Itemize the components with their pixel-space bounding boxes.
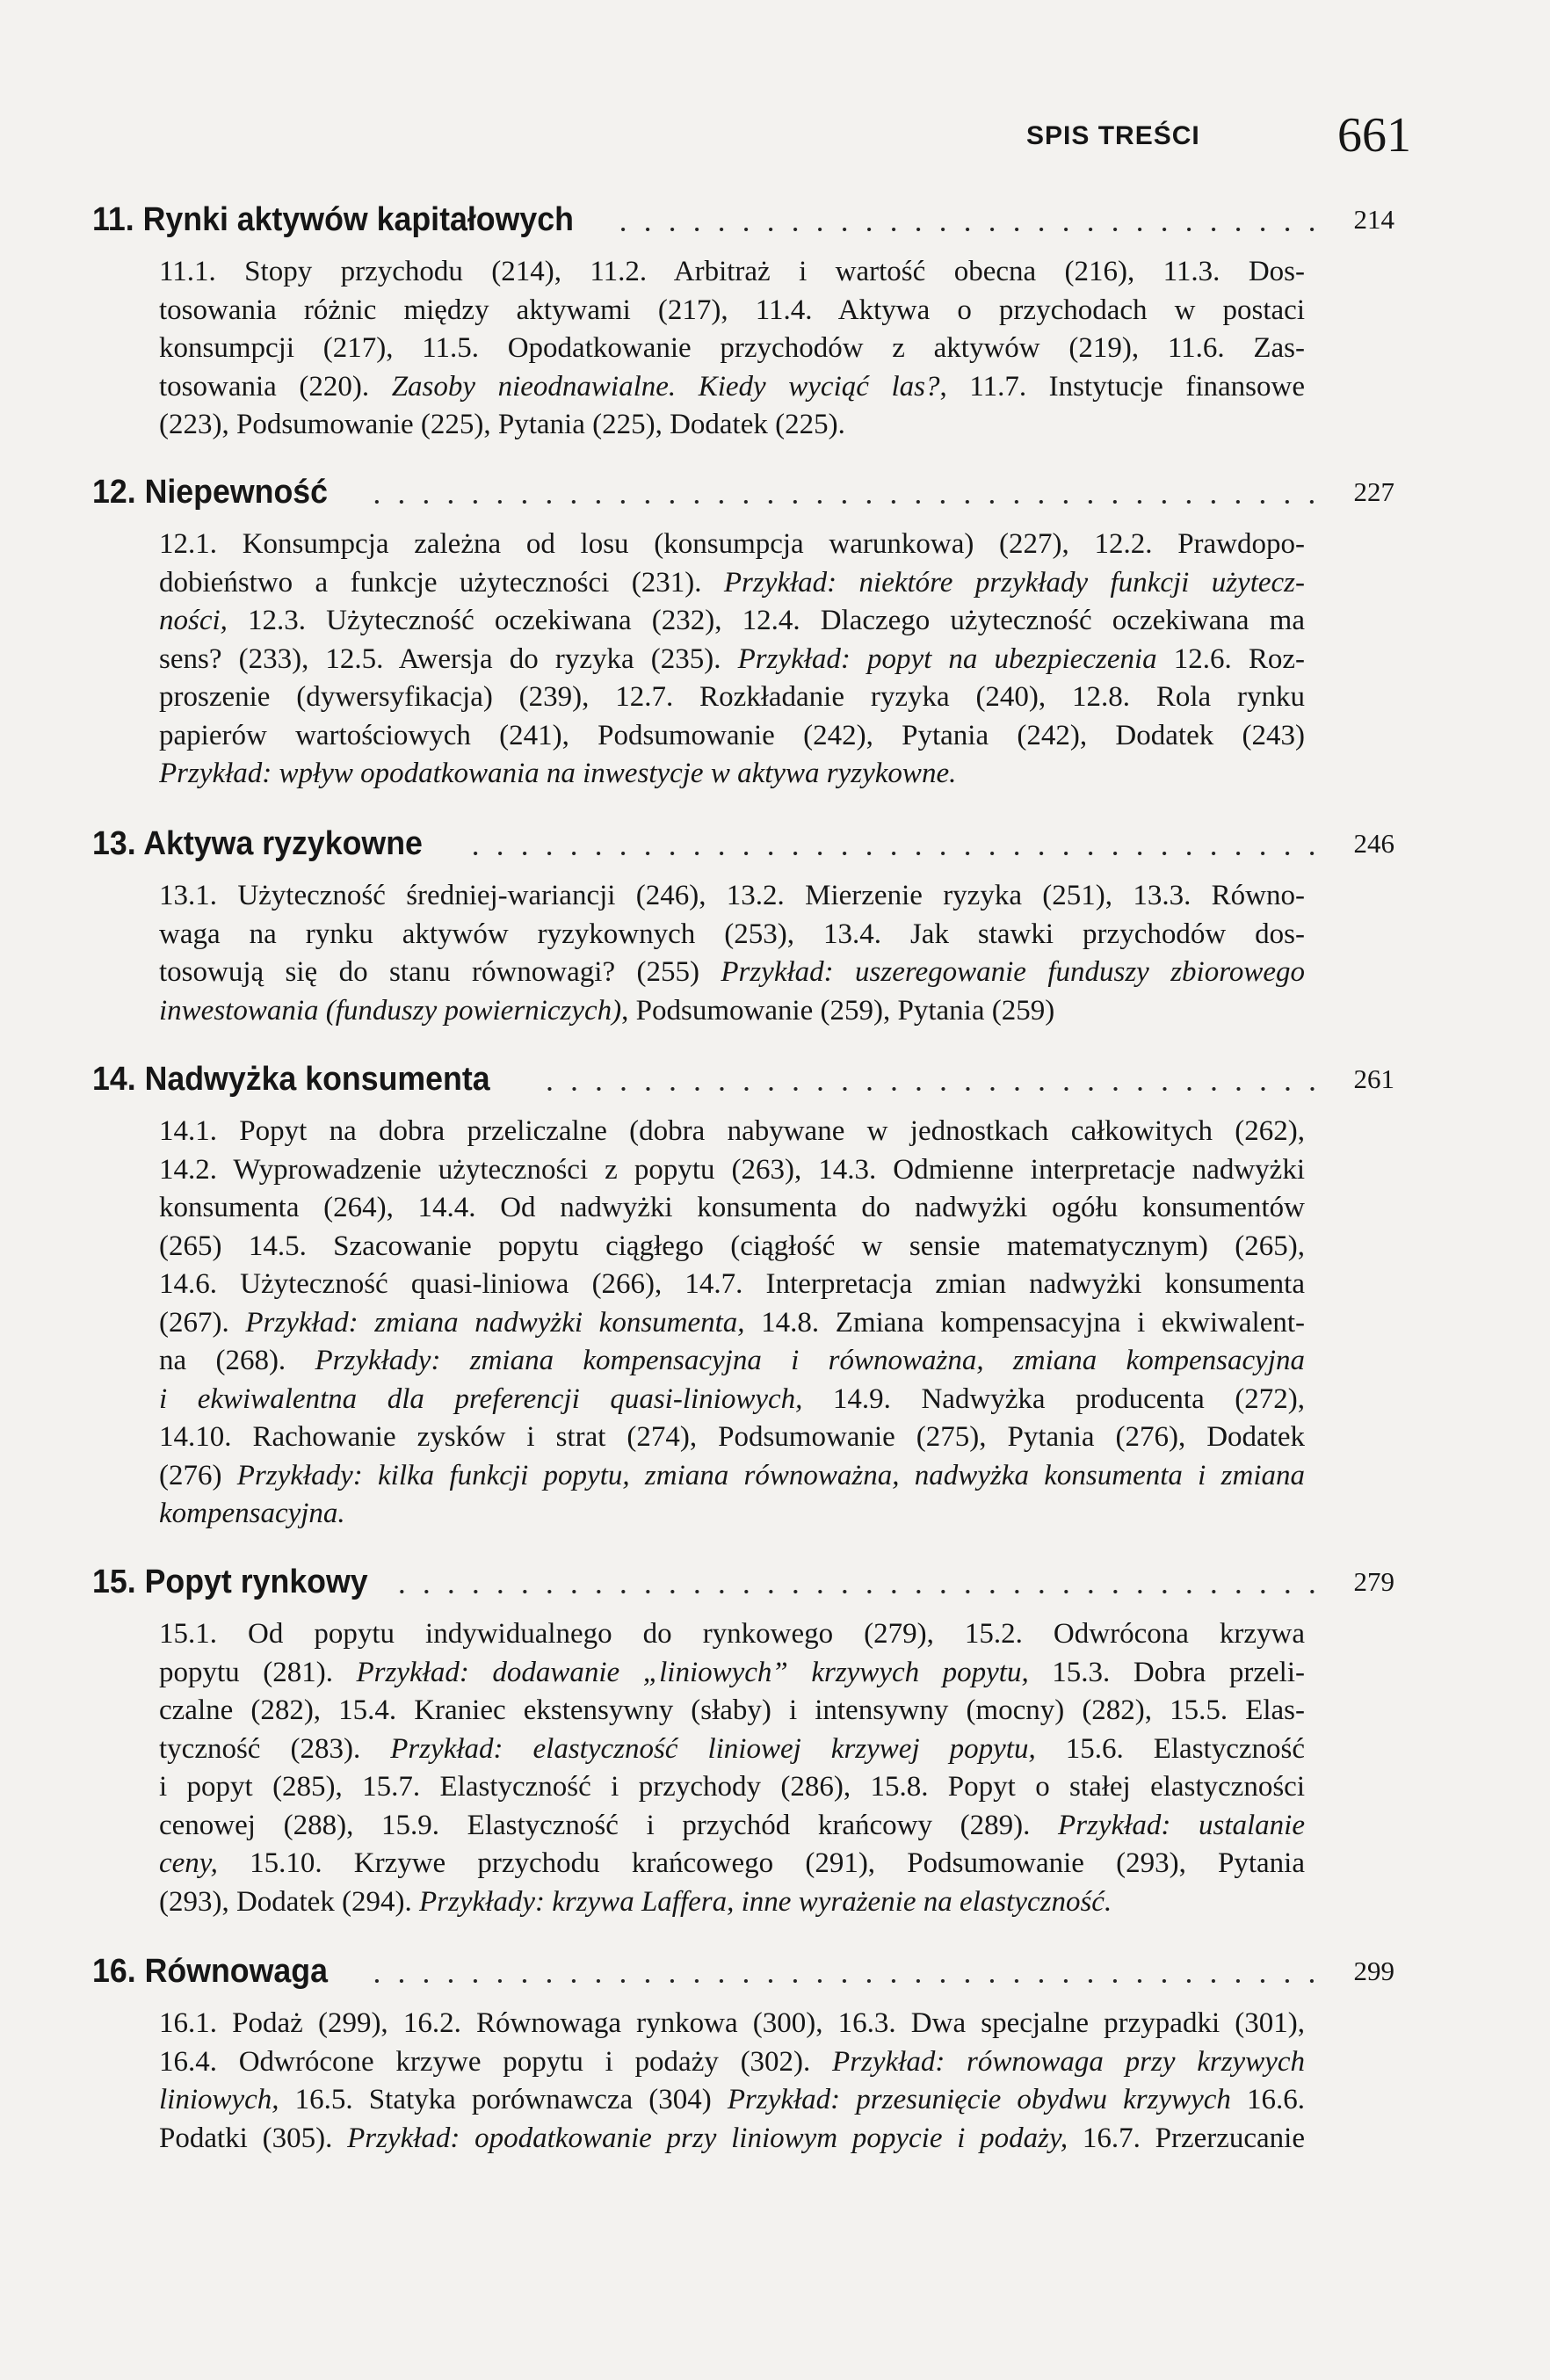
subsection-text: dobieństwo a funkcje użyteczności (231). [159,566,724,599]
chapter-page: 299 [1353,1956,1394,1986]
subsection-text: (223), Podsumowanie (225), Pytania (225), Dodatek (225). [159,409,845,440]
example-text: Przykład: ustalanie [1058,1809,1305,1841]
example-text: kompensacyjna. [159,1498,345,1529]
text-line [159,1768,1305,1807]
chapter-heading [92,1949,1394,1993]
chapter-page: 214 [1353,204,1394,235]
chapter-title: 14. Nadwyżka konsumenta [92,1060,490,1098]
subsection-text: 15.6. Elastyczność [1035,1732,1305,1765]
dot-leader [528,1085,1324,1092]
example-text: ności, [159,605,228,636]
example-text: inwestowania (funduszy powierniczych) [159,994,622,1027]
chapter-page: 279 [1353,1566,1394,1597]
chapter-subsections [159,1113,1305,1534]
subsection-text: 16.1. Podaż (299), 16.2. Równowaga rynkowa (300), 16.3. Dwa specjalne przypadki (301), [159,2007,1305,2039]
subsection-text: tosowania różnic między aktywami (217), 11.4. Aktywa o przychodach w postaci [159,294,1305,326]
text-line [159,526,1305,564]
subsection-text: czalne (282), 15.4. Kraniec ekstensywny (słaby) i intensywny (mocny) (282), 15.5. Elas- [159,1694,1305,1726]
subsection-text: 13.1. Użyteczność średniej-wariancji (246), 13.2. Mierzenie ryzyka (251), 13.3. Równo- [159,880,1305,911]
dot-leader [355,498,1324,505]
subsection-text: , Podsumowanie (259), Pytania (259) [621,994,1055,1027]
subsection-text: 14.8. Zmiana kompensacyjna i ekwiwalent- [744,1306,1305,1339]
subsection-text: 15.10. Krzywe przychodu krańcowego (291), Podsumowanie (293), Pytania [217,1847,1305,1879]
example-text: Przykład: równowaga przy krzywych [832,2045,1305,2078]
example-text: liniowych, [159,2084,279,2115]
subsection-text: 16.6. [1230,2084,1305,2115]
subsection-text: cenowej (288), 15.9. Elastyczność i przychód krańcowy (289). [159,1809,1059,1841]
subsection-text: (276) [159,1459,237,1491]
subsection-text: i popyt (285), 15.7. Elastyczność i przychody (286), 15.8. Popyt o stałej elastyczności [159,1771,1305,1803]
text-line [159,717,1305,756]
chapter-title: 16. Równowaga [92,1952,328,1990]
example-text: Przykład: przesunięcie obydwu krzywych [727,2084,1231,2115]
text-line [159,1381,1305,1419]
chapter-title: 11. Rynki aktywów kapitałowych [92,200,574,238]
subsection-text: konsumenta (264), 14.4. Od nadwyżki konsumenta do nadwyżki ogółu konsumentów [159,1192,1305,1223]
dot-leader [355,1977,1324,1985]
text-line [159,1457,1305,1496]
dot-leader [456,850,1324,857]
chapter-page: 227 [1353,476,1394,507]
example-text: ceny, [159,1847,218,1879]
example-text: Przykład: niektóre przykłady funkcji użytecz- [723,566,1305,599]
chapter-subsections [159,2005,1305,2158]
text-line [159,1615,1305,1654]
text-line [159,1731,1305,1769]
chapter-title: 13. Aktywa ryzykowne [92,824,423,862]
chapter-page: 261 [1353,1063,1394,1094]
subsection-text: 14.6. Użyteczność quasi-liniowa (266), 14.7. Interpretacja zmian nadwyżki konsumenta [159,1268,1305,1300]
text-line [159,2043,1305,2082]
text-line [159,992,1305,1031]
chapter-heading [92,1057,1394,1101]
text-line [159,1228,1305,1266]
example-text: i ekwiwalentna dla preferencji quasi-liniowych, [159,1382,803,1415]
text-line [159,954,1305,992]
subsection-text: 16.7. Przerzucanie [1068,2122,1305,2154]
subsection-text: tyczność (283). [159,1732,391,1765]
text-line [159,755,1305,794]
example-text: Przykład: popyt na ubezpieczenia [737,642,1157,675]
subsection-text: (293), Dodatek (294). [159,1885,420,1918]
text-line [159,1419,1305,1457]
text-line [159,1807,1305,1846]
chapter-heading [92,1560,1394,1604]
text-line [159,330,1305,368]
subsection-text: 15.1. Od popytu indywidualnego do rynkowego (279), 15.2. Odwrócona krzywa [159,1618,1305,1650]
text-line [159,1189,1305,1228]
subsection-text: tosowania (220). [159,370,392,403]
text-line [159,2081,1305,2120]
subsection-text: 11.1. Stopy przychodu (214), 11.2. Arbitraż i wartość obecna (216), 11.3. Dos- [159,256,1305,287]
toc-chapter [0,470,1550,794]
text-line [159,1266,1305,1304]
subsection-text: papierów wartościowych (241), Podsumowanie (242), Pytania (242), Dodatek (243) [159,719,1305,751]
subsection-text: (265) 14.5. Szacowanie popytu ciągłego (ciągłość w sensie matematycznym) (265), [159,1230,1305,1262]
toc-chapter [0,822,1550,1030]
text-line [159,406,1305,445]
chapter-page: 246 [1353,828,1394,859]
toc-chapter [0,1560,1550,1921]
text-line [159,678,1305,717]
text-line [159,1151,1305,1190]
text-line [159,2120,1305,2159]
chapter-title: 15. Popyt rynkowy [92,1563,368,1600]
example-text: Przykłady: kilka funkcji popytu, zmiana równoważna, nadwyżka konsumenta i zmiana [236,1459,1305,1491]
toc-chapter [0,1057,1550,1534]
text-line [159,368,1305,407]
subsection-text: 14.2. Wyprowadzenie użyteczności z popytu (263), 14.3. Odmienne interpretacje nadwyżki [159,1153,1305,1186]
subsection-text: konsumpcji (217), 11.5. Opodatkowanie przychodów z aktywów (219), 11.6. Zas- [159,332,1305,364]
subsection-text: waga na rynku aktywów ryzykownych (253), 13.4. Jak stawki przychodów dos- [159,918,1305,950]
text-line [159,1304,1305,1343]
toc-chapter [0,1949,1550,2158]
text-line [159,1495,1305,1534]
dot-leader [398,1588,1324,1595]
subsection-text: popytu (281). [159,1656,357,1688]
subsection-text: 12.1. Konsumpcja zależna od losu (konsumpcja warunkowa) (227), 12.2. Prawdopo- [159,528,1305,560]
subsection-text: 16.4. Odwrócone krzywe popytu i podaży (302). [159,2045,833,2078]
text-line [159,1342,1305,1381]
text-line [159,916,1305,954]
subsection-text: sens? (233), 12.5. Awersja do ryzyka (235). [159,642,738,675]
chapter-heading [92,198,1394,242]
subsection-text: Podatki (305). [159,2122,348,2154]
subsection-text: proszenie (dywersyfikacja) (239), 12.7. Rozkładanie ryzyka (240), 12.8. Rola rynku [159,681,1305,713]
text-line [159,1113,1305,1151]
example-text: Przykład: wpływ opodatkowania na inwestycje w aktywa ryzykowne. [159,758,957,789]
example-text: Przykład: uszeregowanie funduszy zbiorowego [721,956,1305,988]
text-line [159,253,1305,292]
chapter-heading [92,470,1394,514]
example-text: Przykład: elastyczność liniowej krzywej popytu, [390,1732,1036,1765]
example-text: Przykład: opodatkowanie przy liniowym popycie i podaży, [347,2122,1068,2154]
text-line [159,2005,1305,2043]
subsection-text: (267). [159,1306,246,1339]
example-text: Przykłady: krzywa Laffera, inne wyrażenie na elastyczność. [419,1885,1112,1918]
text-line [159,1654,1305,1693]
subsection-text: 15.3. Dobra przeli- [1028,1656,1305,1688]
text-line [159,1883,1305,1922]
text-line [159,641,1305,679]
subsection-text: 14.9. Nadwyżka producenta (272), [802,1382,1305,1415]
text-line [159,292,1305,330]
subsection-text: 14.10. Rachowanie zysków i strat (274), Podsumowanie (275), Pytania (276), Dodatek [159,1421,1305,1453]
subsection-text: na (268). [159,1345,315,1376]
example-text: Przykłady: zmiana kompensacyjna i równoważna, zmiana kompensacyjna [315,1345,1305,1376]
example-text: Zasoby nieodnawialne. Kiedy wyciąć las? [391,370,940,403]
dot-leader [617,226,1324,233]
text-line [159,564,1305,603]
chapter-subsections [159,253,1305,445]
example-text: Przykład: zmiana nadwyżki konsumenta, [245,1306,745,1339]
subsection-text: 12.6. Roz- [1156,642,1305,675]
text-line [159,1845,1305,1883]
subsection-text: 16.5. Statyka porównawcza (304) [279,2084,728,2115]
subsection-text: 14.1. Popyt na dobra przeliczalne (dobra nabywane w jednostkach całkowitych (262), [159,1115,1305,1147]
page-number: 661 [1337,108,1411,163]
subsection-text: tosowują się do stanu równowagi? (255) [159,956,721,988]
chapter-subsections [159,877,1305,1030]
running-header: SPIS TREŚCI [1026,121,1200,150]
chapter-title: 12. Niepewność [92,473,329,511]
subsection-text: , 11.7. Instytucje finansowe [939,370,1305,403]
toc-chapter [0,198,1550,445]
chapter-heading [92,822,1394,866]
text-line [159,602,1305,641]
example-text: Przykład: dodawanie „liniowych” krzywych popytu, [356,1656,1029,1688]
text-line [159,877,1305,916]
chapter-subsections [159,526,1305,794]
text-line [159,1692,1305,1731]
chapter-subsections [159,1615,1305,1921]
subsection-text: 12.3. Użyteczność oczekiwana (232), 12.4. Dlaczego użyteczność oczekiwana ma [227,605,1305,636]
